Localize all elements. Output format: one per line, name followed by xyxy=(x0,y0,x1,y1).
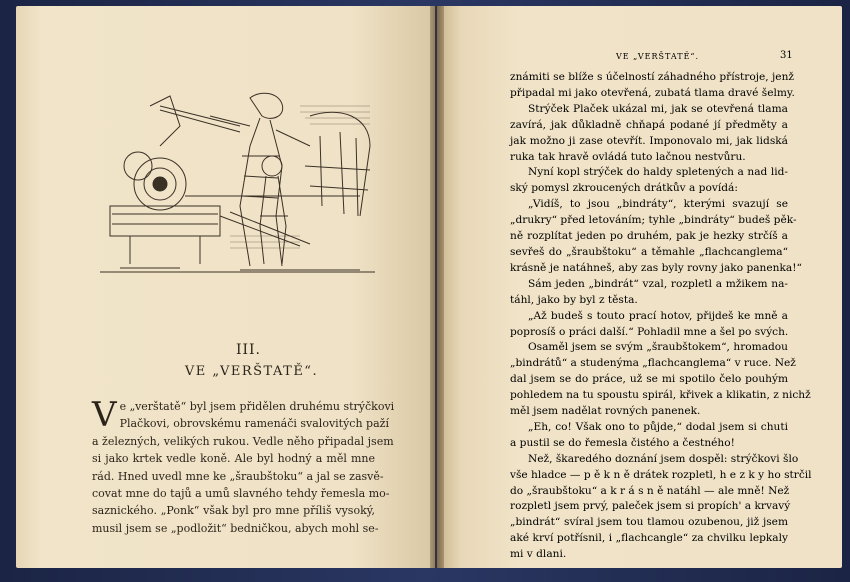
text-line: Osaměl jsem se svým „šraubštokem“, hromadou xyxy=(528,341,788,354)
left-body-text xyxy=(92,395,395,537)
text-line: a železných, velikých rukou. Vedle něho připadal jsem xyxy=(92,434,394,448)
text-line: a pustil se do řemesla čistého a čestného! xyxy=(510,436,735,449)
text-line: covat mne do tajů a umů slavného tehdy řemesla mo- xyxy=(92,487,390,501)
left-page xyxy=(16,6,435,568)
text-line: „bindrátů“ a studenýma „flachcanglema“ v ruce. Než xyxy=(510,357,796,370)
text-line: „bindrát“ svíral jsem tou tlamou ozubenou, již jsem xyxy=(510,516,788,529)
text-line: e „verštatě“ byl jsem přidělen druhému strýčkovi xyxy=(119,400,395,413)
drop-cap: V xyxy=(92,395,117,435)
text-line: rád. Hned uvedl mne ke „šraubštoku“ a jal se zasvě- xyxy=(92,469,384,483)
text-line: vše hladce — p ě k n ě drátek rozpletl, h e z k y ho strčil xyxy=(510,468,812,481)
text-line: zavírá, jak důkladně chňapá podané jí předměty a xyxy=(510,118,788,131)
text-line: táhl, jako by byl z těsta. xyxy=(510,293,638,306)
text-line: Nyní kopl strýček do haldy spletených a nad lid- xyxy=(528,166,788,179)
text-line: rozpletl jsem prvý, paleček jsem si propích' a krvavý xyxy=(510,500,791,513)
right-body-text xyxy=(510,70,812,563)
text-line: mi v dlani. xyxy=(510,548,567,561)
text-line: sevřeš do „šraubštoku“ a těmahle „flachcanglema“ xyxy=(510,245,788,258)
chapter-title: VE „VERŠTATĚ“. xyxy=(184,364,319,379)
text-line: Sám jeden „bindrát“ vzal, rozpletl a mžikem na- xyxy=(528,277,788,290)
page-number: 31 xyxy=(780,50,793,61)
book-gutter xyxy=(430,6,444,568)
text-line: „Až budeš s touto prací hotov, přijdeš ke mně a xyxy=(528,309,788,322)
chapter-number: III. xyxy=(235,342,262,358)
text-line: poprosíš o práci další.“ Pohladil mne a šel po svých. xyxy=(510,325,789,338)
workshop-illustration xyxy=(100,86,375,276)
text-line: měl jsem nadělat rovných panenek. xyxy=(510,405,701,418)
text-line: musil jsem se „podložit“ bedničkou, abych mohl se- xyxy=(92,521,379,535)
running-head: VE „VERŠTATĚ“. xyxy=(616,52,700,61)
text-line: ně rozplítat jeden po druhém, pak je hezky strčíš a xyxy=(510,230,788,243)
text-line: Plačkovi, obrovskému ramenáči svalovitých paží xyxy=(119,417,389,431)
text-line: jak možno ji zase otevřít. Imponovalo mi, jak lidská xyxy=(510,134,788,147)
text-line: aké krví potřísnil, i „flachcangle“ za chvilku lepkaly xyxy=(510,532,788,545)
text-line: krásně je natáhneš, aby zas byly rovny jako panenka!“ xyxy=(510,261,802,274)
text-line: saznického. „Ponk“ však byl pro mne příliš vysoký, xyxy=(92,504,375,518)
text-line: známiti se blíže s účelností záhadného přístroje, jenž xyxy=(510,71,794,83)
text-line: „Eh, co! Však ono to půjde,“ dodal jsem si chuti xyxy=(528,420,788,433)
text-line: Strýček Plaček ukázal mi, jak se otevřená tlama xyxy=(528,102,788,115)
text-line: si jako krtek vedle koně. Ale byl hodný a měl mne xyxy=(92,452,375,466)
text-line: Než, škaredého doznání jsem dospěl: strýčkovi šlo xyxy=(528,452,799,465)
text-line: připadal mi jako otevřená, zubatá tlama dravé šelmy. xyxy=(510,86,795,99)
text-line: dal jsem se do práce, už se mi spotilo čelo pouhým xyxy=(510,373,788,386)
text-line: ruka tak hravě ovládá tuto lačnou nestvůru. xyxy=(510,150,746,163)
text-line: pohledem na tu spoustu spirál, křivek a klikatin, z nichž xyxy=(510,389,811,402)
text-line: do „šraubštoku“ a k r á s n ě natáhl — ale mně! Než xyxy=(510,484,790,497)
text-line: ský pomysl zkroucených drátkův a povídá: xyxy=(510,182,738,195)
text-line: „Vidíš, to jsou „bindráty“, kterými svazují se xyxy=(528,198,788,211)
text-line: „drukry“ před letováním; tyhle „bindráty“ budeš pěk- xyxy=(510,214,797,227)
